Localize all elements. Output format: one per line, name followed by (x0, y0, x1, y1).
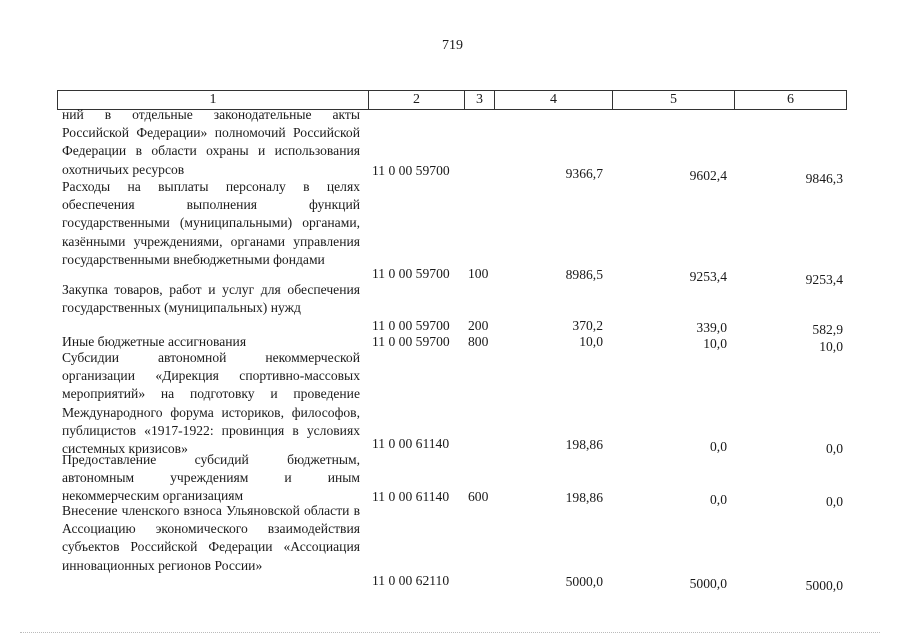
row-value-col5: 339,0 (696, 320, 727, 335)
row-code: 11 0 00 61140 (372, 489, 450, 504)
row-description: Внесение членского взноса Ульяновской области в Ассоциацию экономического взаимодействия субъектов Российской Федерации «Ассоциация инновационных регионов России» (62, 503, 360, 573)
row-value-col5: 5000,0 (689, 576, 727, 591)
row-code: 11 0 00 59700 (372, 266, 450, 281)
row-code: 11 0 00 59700 (372, 318, 450, 333)
row-description: Субсидии автономной некоммерческой организации «Дирекция спортивно-массовых мероприятий» на подготовку и проведение Международного форума историков, философов, публицистов «1917-1922: провинция в условиях системных кризисов» (62, 350, 360, 457)
row-value-col6: 582,9 (812, 322, 843, 337)
row-code: 11 0 00 61140 (372, 436, 450, 451)
row-value-col4: 198,86 (565, 490, 603, 505)
row-value-col6: 5000,0 (805, 578, 843, 593)
row-value-col4: 198,86 (565, 437, 603, 452)
row-group: 200 (468, 318, 489, 333)
row-value-col5: 0,0 (710, 492, 727, 507)
row-value-col4: 370,2 (572, 318, 603, 333)
row-value-col5: 0,0 (710, 439, 727, 454)
row-value-col5: 9253,4 (689, 269, 727, 284)
row-description: Закупка товаров, работ и услуг для обеспечения государственных (муниципальных) нужд (62, 282, 360, 316)
row-value-col6: 9846,3 (805, 171, 843, 186)
scan-edge-line (20, 632, 880, 634)
row-code: 11 0 00 59700 (372, 163, 450, 178)
row-value-col4: 10,0 (579, 334, 603, 349)
header-col-2: 2 (368, 91, 464, 109)
row-value-col6: 0,0 (826, 494, 843, 509)
row-value-col4: 9366,7 (565, 166, 603, 181)
row-description: Расходы на выплаты персоналу в целях обеспечения выполнения функций государственными (муниципальными) органами, казёнными учреждениями, органами управления государственными внебюджетными фондами (62, 179, 360, 267)
page-number: 719 (442, 38, 463, 53)
header-col-1: 1 (209, 92, 217, 107)
row-description: Предоставление субсидий бюджетным, автономным учреждениям и иным некоммерческим организациям (62, 452, 360, 504)
header-col-3: 3 (464, 91, 494, 109)
row-value-col6: 10,0 (819, 339, 843, 354)
row-value-col6: 0,0 (826, 441, 843, 456)
row-value-col5: 9602,4 (689, 168, 727, 183)
row-code: 11 0 00 62110 (372, 573, 450, 588)
row-description: ний в отдельные законодательные акты Российской Федерации» полномочий Российской Федерации в области охраны и использования охотничьих ресурсов (62, 107, 360, 177)
row-group: 100 (468, 266, 489, 281)
row-value-col5: 10,0 (703, 336, 727, 351)
row-group: 600 (468, 489, 489, 504)
row-value-col6: 9253,4 (805, 272, 843, 287)
row-code: 11 0 00 59700 (372, 334, 450, 349)
row-group: 800 (468, 334, 489, 349)
header-col-4: 4 (494, 91, 612, 109)
row-value-col4: 5000,0 (565, 574, 603, 589)
row-description: Иные бюджетные ассигнования (62, 334, 247, 349)
header-col-6: 6 (734, 91, 846, 109)
row-value-col4: 8986,5 (565, 267, 603, 282)
header-col-5: 5 (612, 91, 734, 109)
